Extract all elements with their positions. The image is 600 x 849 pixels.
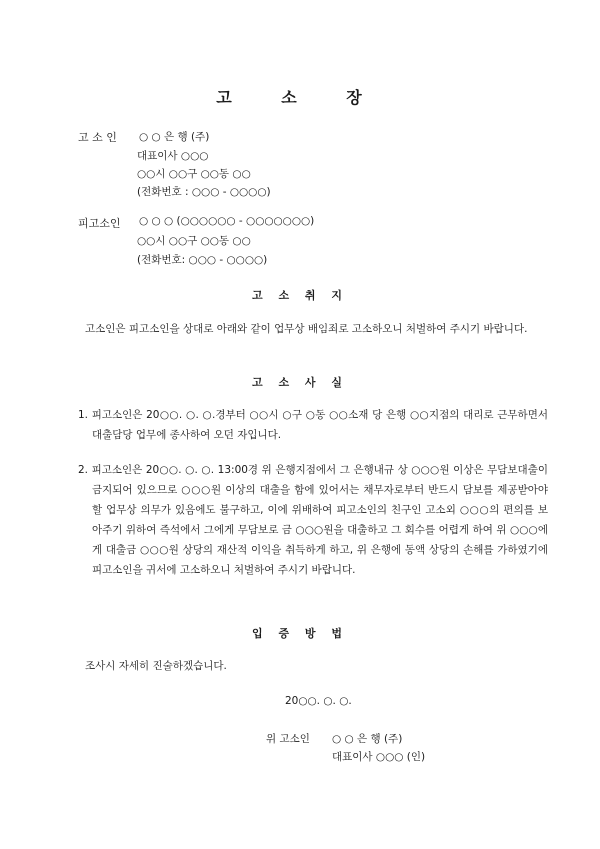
complainant-phone: (전화번호 : ○○○ - ○○○○) [137, 186, 271, 198]
purpose-heading: 고 소 취 지 [252, 289, 348, 302]
facts-item-1: 1. 피고소인은 20○○. ○. ○.경부터 ○○시 ○구 ○동 ○○소재 당 은행 ○○지점의 대리로 근무하면서 대출담당 업무에 종사하여 오던 자입니다. [78, 409, 548, 441]
accused-address: ○○시 ○○구 ○○동 ○○ [137, 235, 251, 247]
accused-phone: (전화번호: ○○○ - ○○○○) [137, 254, 268, 266]
facts-item-2: 2. 피고소인은 20○○. ○. ○. 13:00경 위 은행지점에서 그 은행내규 상 ○○○원 이상은 무담보대출이 금지되어 있으므로 ○○○원 이상의 대출을 함에 있어서는 채무자로부터 반드시 담보를 제공받아야 할 업무상 의무가 있음에도 불구하고, 이에 위배하여 피고소인의 친구인 고소외 ○○○의 편의를 보아주기 위하여 즉석에서 그에게 무담보로 금 ○○○원을 대출하고 그 회수를 어렵게 하여 위 ○○○에게 대출금 ○○○원 상당의 재산적 이익을 취득하게 하고, 위 은행에 동액 상당의 손해를 가하였기에 피고소인을 귀서에 고소하오니 처벌하여 주시기 바랍니다. [78, 464, 548, 576]
document-date: 20○○. ○. ○. [285, 695, 352, 707]
accused-label: 피고소인 [78, 217, 121, 230]
document-title: 고 소 장 [216, 88, 384, 107]
evidence-text: 조사시 자세히 진술하겠습니다. [85, 660, 227, 672]
complainant-address: ○○시 ○○구 ○○동 ○○ [137, 168, 251, 180]
signer-prefix: 위 고소인 [266, 733, 310, 745]
complainant-representative: 대표이사 ○○○ [137, 150, 209, 162]
complainant-label: 고 소 인 [78, 131, 117, 144]
facts-heading: 고 소 사 실 [252, 376, 348, 389]
signer-representative: 대표이사 ○○○ (인) [332, 751, 426, 763]
accused-name: ○ ○ ○ (○○○○○○ - ○○○○○○○) [139, 215, 315, 227]
purpose-text: 고소인은 피고소인을 상대로 아래와 같이 업무상 배임죄로 고소하오니 처벌하여 주시기 바랍니다. [85, 323, 528, 335]
complainant-name: ○ ○ 은 행 (주) [139, 131, 210, 143]
evidence-heading: 입 증 방 법 [252, 627, 348, 640]
signer-name: ○ ○ 은 행 (주) [332, 733, 403, 745]
